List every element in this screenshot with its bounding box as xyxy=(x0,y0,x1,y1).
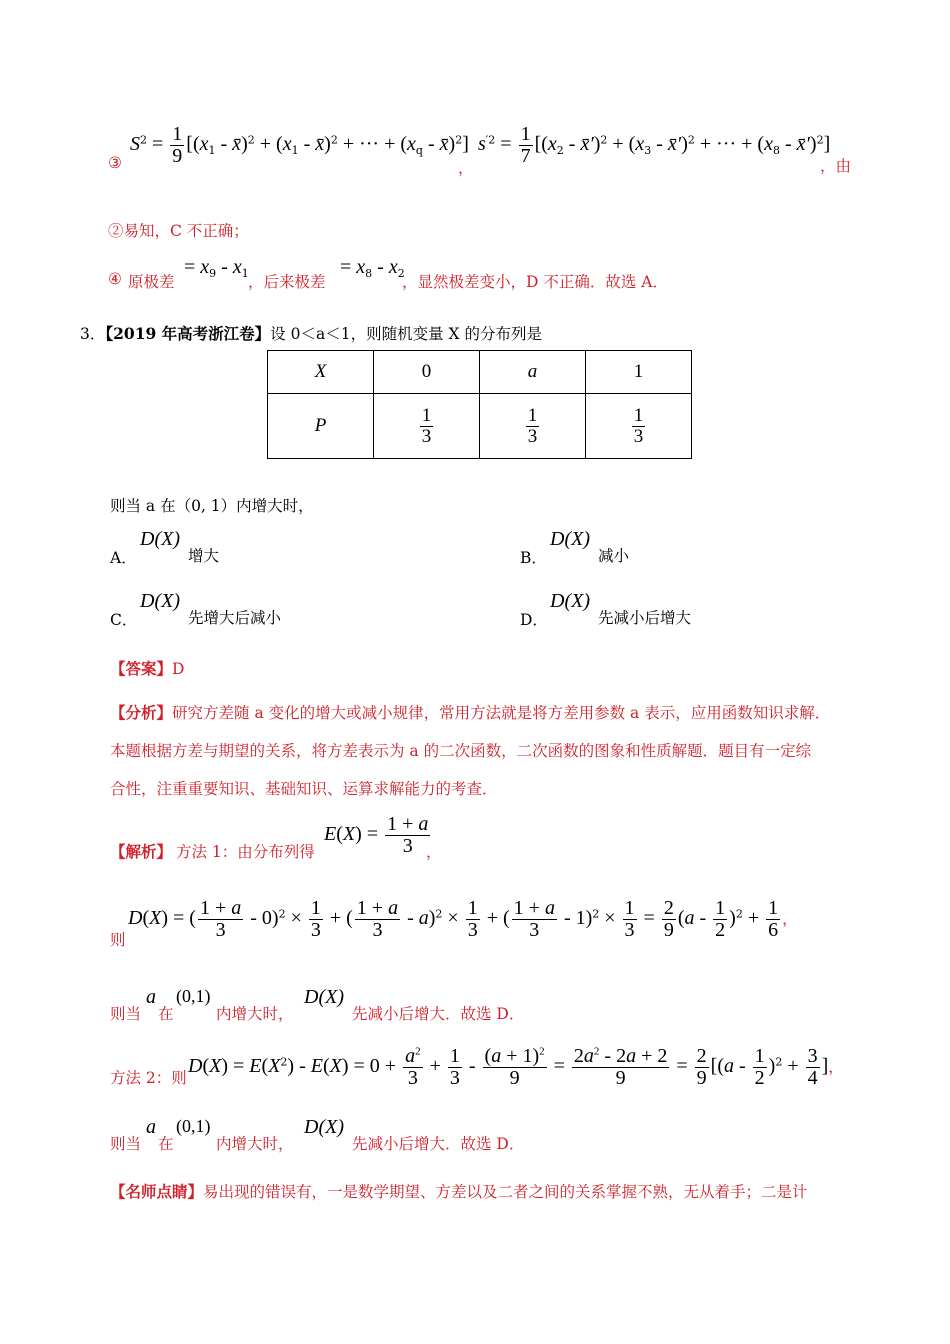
table-cell: $\frac{1}{3}$ xyxy=(480,394,586,459)
option-c[interactable]: C． D(X) 先增大后减小 xyxy=(110,590,282,629)
item3-formula-S: $S^2$ = $\frac{1}{9}$ [($x_1$ - x̄)$^2$ + ($x_1$ - x̄)$^2$ + ··· + ($x_q$ - x̄)$^2$] xyxy=(130,123,469,167)
table-cell: $\frac{1}{3}$ xyxy=(586,394,692,459)
item4-formula1: = $x_9 - x_1$ xyxy=(184,256,249,281)
item3-continuation: ②易知，C 不正确； xyxy=(108,222,249,240)
option-b[interactable]: B． D(X) 减小 xyxy=(520,528,630,567)
question-number: 3． xyxy=(80,325,106,343)
table-cell: a xyxy=(480,351,586,394)
solution-method2-conclusion: 则当 a 在 (0,1) 内增大时， D(X) 先减小后增大．故选 D． xyxy=(110,1116,525,1153)
table-cell: 1 xyxy=(586,351,692,394)
prev-item4: ④ 原极差 = $x_9 - x_1$ ，后来极差 = $x_8 - x_2$ ，显然极差变小，D 不正确．故选 A． xyxy=(108,256,668,291)
item3-formula-s-prime: $s^{'2}$ = $\frac{1}{7}$ [($x_2$ - x̄′)$^2$ + ($x_3$ - x̄′)$^2$ + ··· + ($x_8$ - x̄′)$^2$] xyxy=(478,123,831,167)
option-a[interactable]: A． D(X) 增大 xyxy=(110,528,220,567)
solution-method2-variance: 方法 2：则 $D(X) = E(X^2) - E(X) = 0$ + $\frac{a^2}{3}$ + $\frac{1}{3}$ - $\frac{(a + 1)^2}{9}$ = $\frac{2a^2 - 2a + 2}{9}$ = $\frac{2}{9}$ [(a - $\frac{1}{2}$ )$^2$ + $\frac{3}{4}$ ]， xyxy=(110,1045,844,1089)
solution-method1-variance: 则 D(X) = ( $\frac{1 + a}{3}$ - 0)$^2$ × $\frac{1}{3}$ + ( $\frac{1 + a}{3}$ - a)$^2$ × $\frac{1}{3}$ + ( $\frac{1 + a}{3}$ - 1)$^2$ × $\frac{1}{3}$ = $\frac{2}{9}$ (a - $\frac{1}{2}$ )$^2$ + $\frac{1}{6}$ ， xyxy=(110,897,798,949)
solution-method1-header: 【解析】 方法 1：由分布列得 E(X) = $\frac{1 + a}{3}$ ， xyxy=(110,813,442,861)
expectation-formula: E(X) = $\frac{1 + a}{3}$ xyxy=(324,813,429,857)
answer-label: 【答案】 xyxy=(110,659,173,678)
option-d[interactable]: D． D(X) 先减小后增大 xyxy=(520,590,692,629)
solution-label: 【解析】 xyxy=(110,842,173,861)
variance-formula-1: D(X) = ( $\frac{1 + a}{3}$ - 0)$^2$ × $\frac{1}{3}$ + ( $\frac{1 + a}{3}$ - a)$^2$ × $\frac{1}{3}$ + ( $\frac{1 + a}{3}$ - 1)$^2$ × $\frac{1}{3}$ = $\frac{2}{9}$ (a - $\frac{1}{2}$ )$^2$ + $\frac{1}{6}$ ， xyxy=(128,897,798,941)
teacher-comment: 【名师点睛】易出现的错误有，一是数学期望、方差以及二者之间的关系掌握不熟，无从着手；二是计 xyxy=(110,1182,808,1201)
analysis: 【分析】研究方差随 a 变化的增大或减小规律，常用方法就是将方差用参数 a 表示，应用函数知识求解． 本题根据方差与期望的关系，将方差表示为 a 的二次函数，二次函数的图象和性质解题．题目有一定综 合性，注重重要知识、基础知识、运算求解能力的考查． xyxy=(110,703,831,798)
answer xyxy=(110,657,184,679)
comment-label: 【名师点睛】 xyxy=(110,1182,204,1201)
table-cell: P xyxy=(268,394,374,459)
table-cell: $\frac{1}{3}$ xyxy=(374,394,480,459)
solution-method1-conclusion: 则当 a 在 (0,1) 内增大时， D(X) 先减小后增大．故选 D． xyxy=(110,986,525,1023)
answer-value: D xyxy=(172,660,185,678)
question-source: 【2019 年高考浙江卷】 xyxy=(105,324,271,343)
question-header xyxy=(80,322,542,344)
item4-formula2: = $x_8 - x_2$ xyxy=(340,256,405,281)
item3-marker: ③ xyxy=(108,154,122,172)
item4-marker: ④ xyxy=(108,270,122,288)
variance-formula-2: $D(X) = E(X^2) - E(X) = 0$ + $\frac{a^2}{3}$ + $\frac{1}{3}$ - $\frac{(a + 1)^2}{9}$ = $\frac{2a^2 - 2a + 2}{9}$ = $\frac{2}{9}$ [(a - $\frac{1}{2}$ )$^2$ + $\frac{3}{4}$ ]， xyxy=(188,1045,844,1089)
analysis-label: 【分析】 xyxy=(110,703,173,722)
table-cell: 0 xyxy=(374,351,480,394)
table-cell: X xyxy=(268,351,374,394)
question-stem: 设 0＜a＜1，则随机变量 X 的分布列是 xyxy=(270,325,542,343)
question-followup: 则当 a 在（0, 1）内增大时， xyxy=(110,497,314,515)
item3-tail: ，由 xyxy=(820,157,852,175)
distribution-table xyxy=(267,350,692,459)
